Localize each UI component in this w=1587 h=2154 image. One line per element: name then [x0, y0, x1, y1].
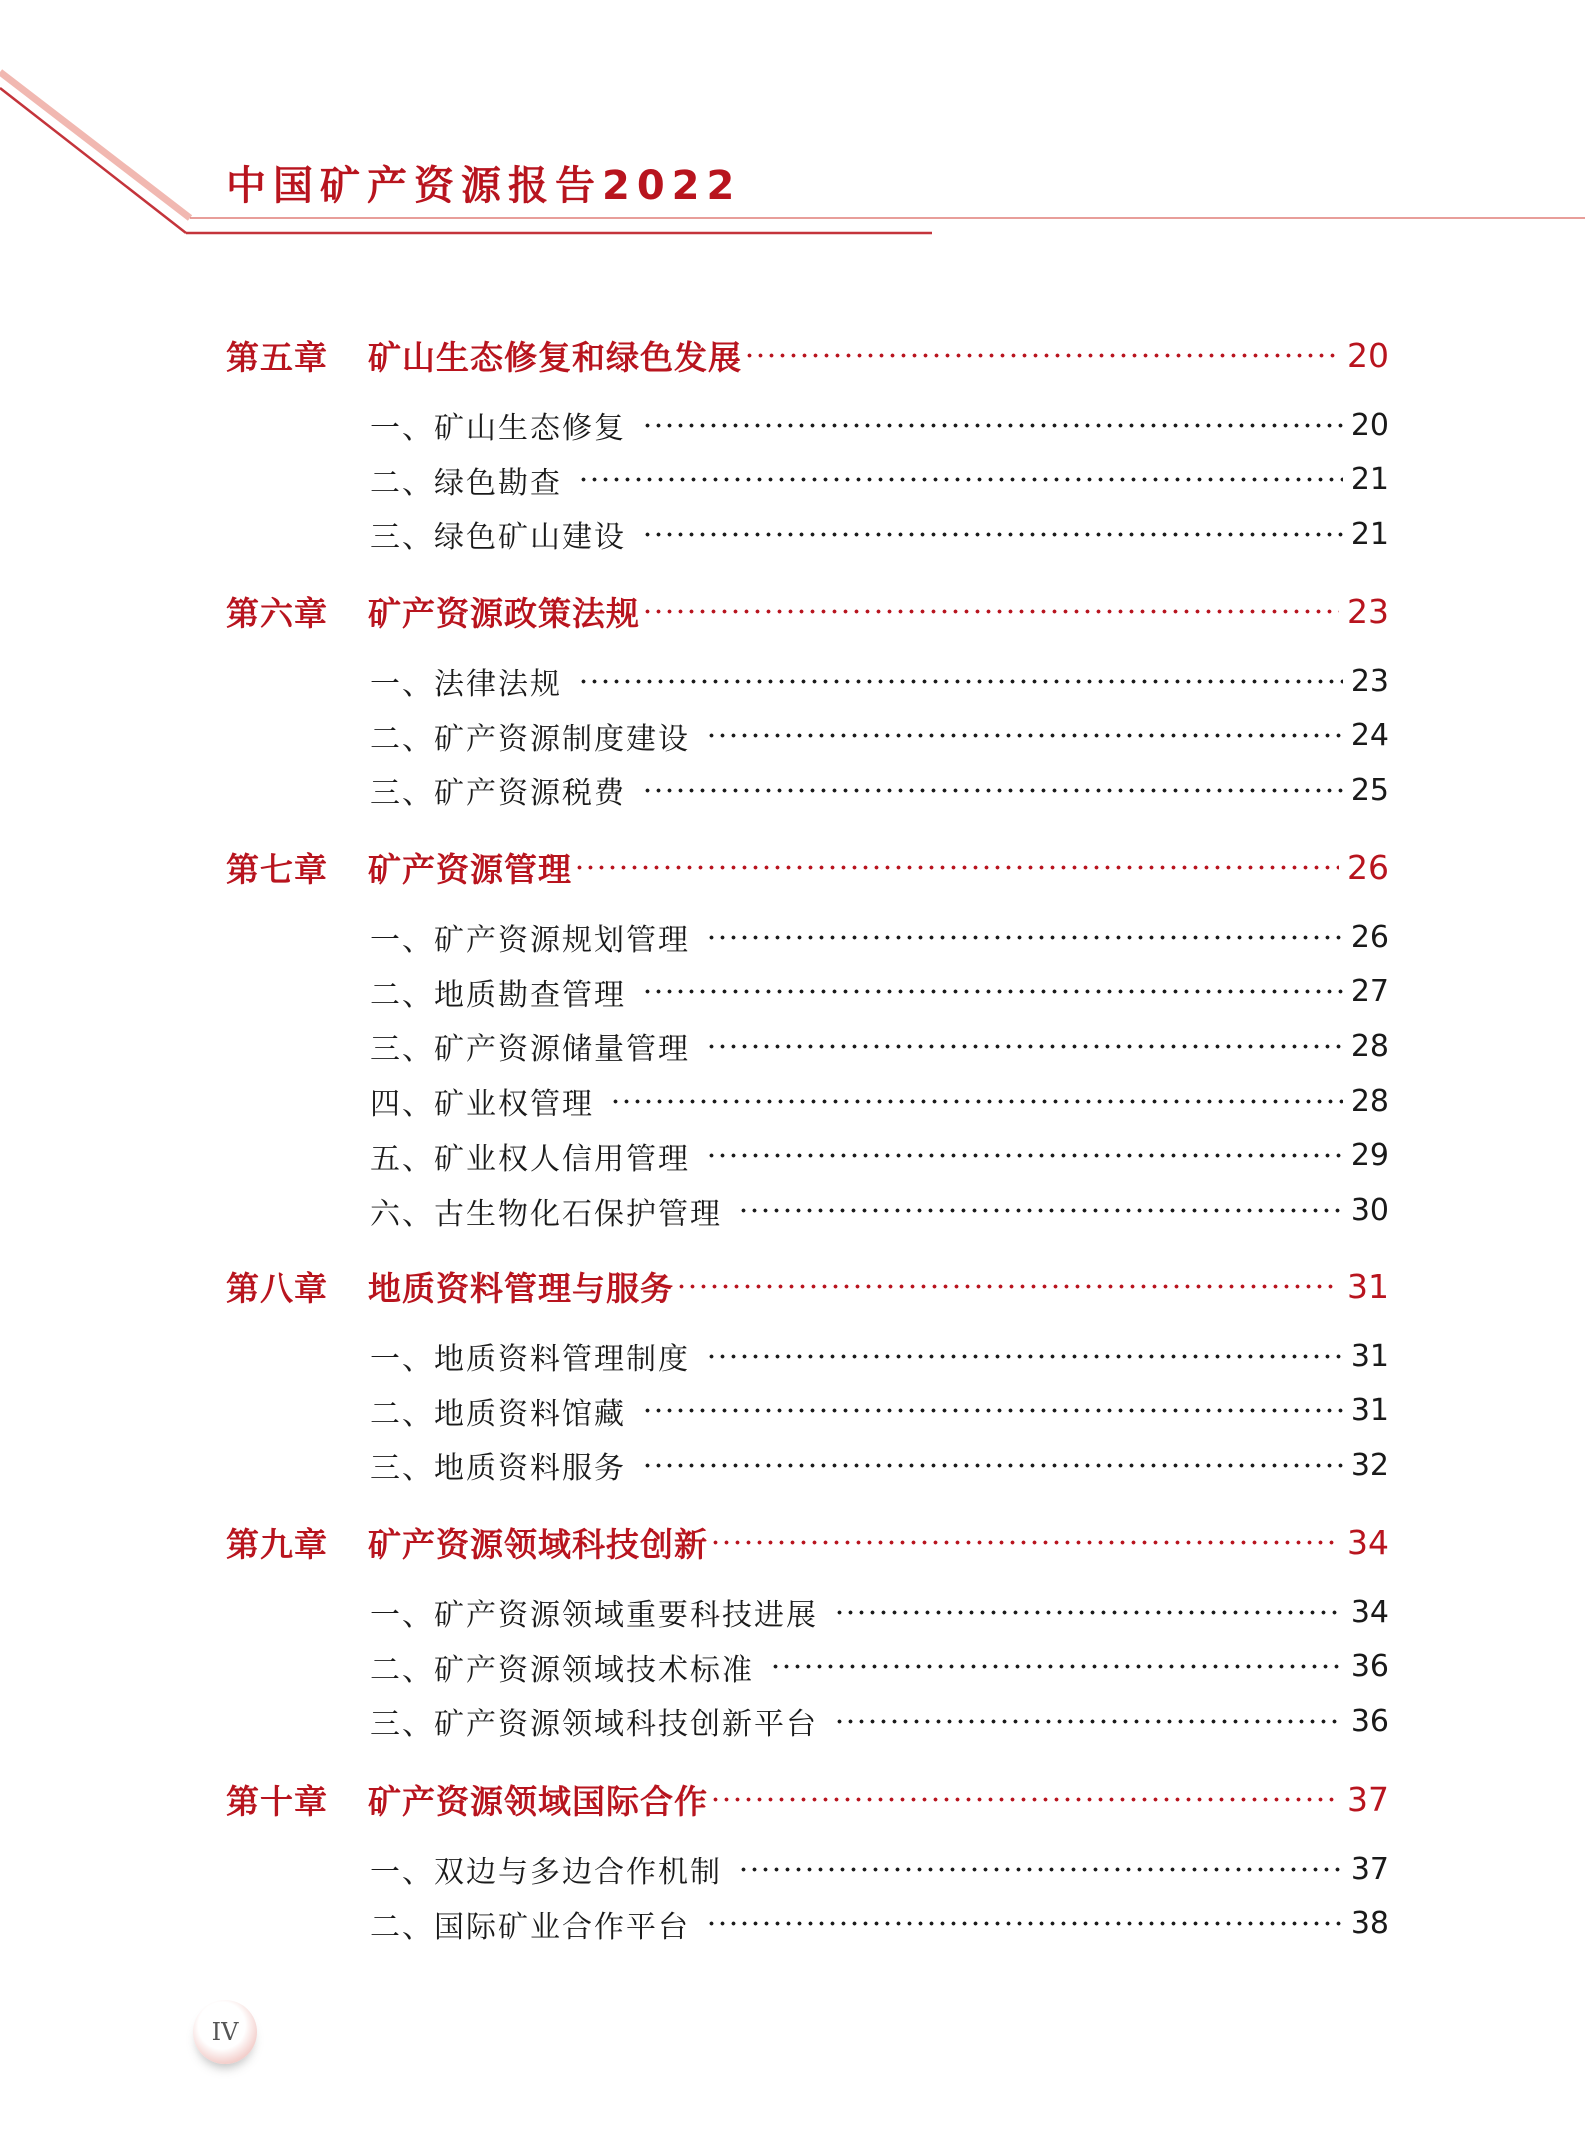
header-decoration: [0, 0, 1587, 300]
section-title: 三、矿产资源税费: [370, 776, 626, 812]
dot-leader: [642, 532, 1343, 537]
dot-leader: [744, 353, 1339, 358]
dot-leader: [578, 477, 1343, 482]
chapter-title: 矿产资源政策法规: [368, 593, 640, 633]
section-title: 五、矿业权人信用管理: [370, 1141, 690, 1177]
section-title: 二、国际矿业合作平台: [370, 1909, 690, 1945]
toc-section-row[interactable]: [370, 1697, 1389, 1745]
chapter-title: 矿产资源管理: [368, 849, 572, 889]
dot-leader: [574, 865, 1339, 870]
toc-section-row[interactable]: [370, 1332, 1389, 1380]
section-title: 二、绿色勘查: [370, 465, 562, 501]
section-title: 四、矿业权管理: [370, 1087, 594, 1123]
chapter-label: 第六章: [226, 593, 328, 633]
chapter-label: 第八章: [226, 1268, 328, 1308]
dot-leader: [610, 1099, 1343, 1104]
section-page-number: 21: [1350, 516, 1389, 552]
section-title: 三、地质资料服务: [370, 1451, 626, 1487]
dot-leader: [770, 1664, 1343, 1669]
section-title: 三、矿产资源储量管理: [370, 1032, 690, 1068]
section-page-number: 21: [1350, 462, 1389, 498]
dot-leader: [676, 1284, 1339, 1289]
toc-section-row[interactable]: [370, 1900, 1389, 1948]
toc-section-row[interactable]: [370, 1441, 1389, 1489]
toc-chapter-row[interactable]: [226, 843, 1389, 891]
toc-section-row[interactable]: [370, 1588, 1389, 1636]
toc-chapter-row[interactable]: [226, 331, 1389, 379]
toc-section-row[interactable]: [370, 510, 1389, 558]
section-title: 六、古生物化石保护管理: [370, 1196, 722, 1232]
toc-section-row[interactable]: [370, 1077, 1389, 1125]
section-title: 一、矿产资源领域重要科技进展: [370, 1598, 818, 1633]
dot-leader: [642, 609, 1339, 614]
chapter-title: 矿产资源领域科技创新: [368, 1524, 708, 1564]
dot-leader: [706, 1921, 1343, 1926]
header-diagonal-line: [0, 88, 186, 233]
chapter-page-number: 31: [1347, 1266, 1389, 1306]
section-page-number: 25: [1350, 772, 1389, 808]
toc-chapter-row[interactable]: [226, 1518, 1389, 1566]
chapter-page-number: 26: [1347, 847, 1389, 887]
toc-section-row[interactable]: [370, 401, 1389, 449]
toc-section-row[interactable]: [370, 712, 1389, 760]
section-page-number: 37: [1350, 1851, 1389, 1887]
section-page-number: 31: [1350, 1393, 1389, 1429]
section-title: 三、矿产资源领域科技创新平台: [370, 1707, 818, 1743]
section-page-number: 28: [1350, 1028, 1389, 1064]
section-page-number: 31: [1350, 1338, 1389, 1374]
section-title: 三、绿色矿山建设: [370, 520, 626, 556]
section-page-number: 23: [1350, 663, 1389, 699]
section-page-number: 27: [1350, 974, 1389, 1010]
dot-leader: [738, 1867, 1343, 1872]
section-page-number: 38: [1350, 1906, 1389, 1942]
section-page-number: 34: [1350, 1594, 1389, 1630]
section-title: 二、矿产资源领域技术标准: [370, 1652, 754, 1688]
chapter-label: 第十章: [226, 1781, 328, 1821]
page-number: IV: [211, 2018, 239, 2046]
chapter-label: 第九章: [226, 1524, 328, 1564]
dot-leader: [642, 788, 1343, 793]
section-title: 二、地质资料馆藏: [370, 1396, 626, 1432]
toc-section-row[interactable]: [370, 1643, 1389, 1691]
toc-section-row[interactable]: [370, 766, 1389, 814]
toc-chapter-row[interactable]: [226, 1775, 1389, 1823]
toc-section-row[interactable]: [370, 1022, 1389, 1070]
chapter-label: 第七章: [226, 849, 328, 889]
toc-section-row[interactable]: [370, 1187, 1389, 1235]
chapter-title: 矿山生态修复和绿色发展: [368, 337, 742, 377]
section-page-number: 26: [1350, 919, 1389, 955]
chapter-page-number: 23: [1347, 591, 1389, 631]
dot-leader: [834, 1610, 1343, 1615]
dot-leader: [706, 1153, 1343, 1158]
dot-leader: [710, 1540, 1339, 1545]
dot-leader: [642, 1463, 1343, 1468]
toc-chapter-row[interactable]: [226, 1262, 1389, 1310]
section-page-number: 32: [1350, 1447, 1389, 1483]
dot-leader: [710, 1797, 1339, 1802]
toc-chapter-row[interactable]: [226, 587, 1389, 635]
chapter-page-number: 37: [1347, 1779, 1389, 1819]
section-page-number: 36: [1350, 1703, 1389, 1739]
dot-leader: [706, 1044, 1343, 1049]
report-title: 中国矿产资源报告2022: [226, 163, 742, 209]
dot-leader: [738, 1208, 1343, 1213]
section-title: 一、矿山生态修复: [370, 411, 626, 446]
section-page-number: 36: [1350, 1649, 1389, 1685]
section-page-number: 28: [1350, 1083, 1389, 1119]
page-number-badge: [193, 2000, 257, 2064]
chapter-label: 第五章: [226, 337, 328, 377]
section-title: 二、矿产资源制度建设: [370, 721, 690, 757]
section-title: 一、双边与多边合作机制: [370, 1855, 722, 1890]
chapter-page-number: 34: [1347, 1522, 1389, 1562]
chapter-page-number: 20: [1347, 335, 1389, 375]
toc-section-row[interactable]: [370, 1845, 1389, 1893]
section-title: 一、矿产资源规划管理: [370, 923, 690, 958]
dot-leader: [642, 1408, 1343, 1413]
toc-section-row[interactable]: [370, 968, 1389, 1016]
toc-section-row[interactable]: [370, 913, 1389, 961]
toc-section-row[interactable]: [370, 657, 1389, 705]
section-title: 一、地质资料管理制度: [370, 1342, 690, 1377]
section-page-number: 29: [1350, 1138, 1389, 1174]
dot-leader: [642, 989, 1343, 994]
section-title: 二、地质勘查管理: [370, 977, 626, 1013]
toc-section-row[interactable]: [370, 1132, 1389, 1180]
dot-leader: [706, 733, 1343, 738]
section-page-number: 20: [1350, 407, 1389, 443]
section-title: 一、法律法规: [370, 667, 562, 702]
dot-leader: [578, 679, 1343, 684]
chapter-title: 地质资料管理与服务: [368, 1268, 674, 1308]
header-diagonal-stripe: [0, 72, 190, 218]
dot-leader: [706, 935, 1343, 940]
section-page-number: 24: [1350, 718, 1389, 754]
chapter-title: 矿产资源领域国际合作: [368, 1781, 708, 1821]
toc-section-row[interactable]: [370, 1387, 1389, 1435]
section-page-number: 30: [1350, 1193, 1389, 1228]
dot-leader: [642, 423, 1343, 428]
dot-leader: [706, 1354, 1343, 1359]
toc-section-row[interactable]: [370, 456, 1389, 504]
dot-leader: [834, 1719, 1343, 1724]
